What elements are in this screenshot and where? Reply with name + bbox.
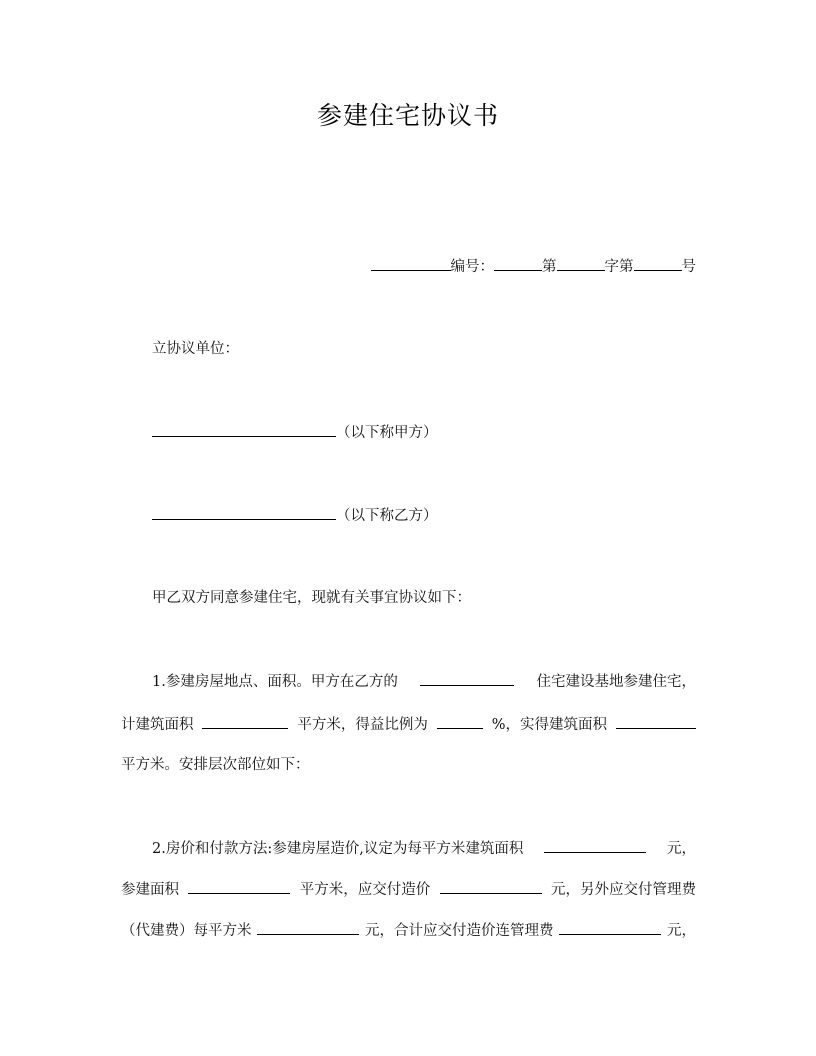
clause1-line3: 平方米。安排层次部位如下： — [121, 757, 310, 773]
clause2-payment-blank[interactable] — [440, 878, 542, 894]
document-title: 参建住宅协议书 — [316, 101, 499, 130]
clause1-base-text: 住宅建设基地参建住宅， — [536, 674, 696, 690]
clause2-yuan-1: 元， — [666, 841, 696, 857]
clause2-line1 — [152, 837, 696, 860]
party-b-suffix: （以下称乙方） — [336, 508, 438, 524]
document-number-line — [371, 255, 697, 278]
party-b-name-blank[interactable] — [152, 504, 336, 520]
number-hao-label: 号 — [681, 259, 696, 275]
clause2-unit-price-blank[interactable] — [544, 837, 646, 853]
clause2-line3 — [121, 919, 696, 942]
clause2-line2 — [121, 878, 696, 901]
clause1-location-blank[interactable] — [420, 670, 514, 686]
number-zidi-label: 字第 — [604, 259, 634, 275]
party-a-name-blank[interactable] — [152, 421, 336, 437]
clause2-fee-blank[interactable] — [257, 919, 359, 935]
party-a-suffix: （以下称甲方） — [336, 425, 438, 441]
clause1-actual-area-label: %，实得建筑面积 — [491, 717, 608, 733]
number-di-label: 第 — [542, 259, 557, 275]
clause1-line2 — [121, 713, 696, 736]
clause1-area-blank[interactable] — [202, 713, 288, 729]
number-blank-2[interactable] — [557, 255, 605, 271]
number-prefix-blank[interactable] — [371, 255, 451, 271]
number-label: 编号： — [450, 259, 494, 275]
clause2-payment-label: 平方米，应交付造价 — [299, 882, 431, 898]
number-blank-3[interactable] — [634, 255, 682, 271]
clause2-yuan-3: 元， — [667, 923, 696, 939]
party-b-line — [152, 504, 438, 527]
clause2-area-label: 参建面积 — [121, 882, 179, 898]
clause2-fee-per-sqm-label: （代建费）每平方米 — [121, 923, 252, 939]
clause2-total-blank[interactable] — [559, 919, 661, 935]
clause1-location-text: 1.参建房屋地点、面积。甲方在乙方的 — [152, 674, 398, 690]
clause1-area-label: 计建筑面积 — [121, 717, 194, 733]
clause2-price-text: 2.房价和付款方法:参建房屋造价,议定为每平方米建筑面积 — [152, 841, 524, 857]
preamble-paragraph: 甲乙双方同意参建住宅，现就有关事宜协议如下： — [152, 590, 471, 606]
clause1-actual-area-blank[interactable] — [616, 713, 696, 729]
clause2-area-blank[interactable] — [188, 878, 290, 894]
number-blank-1[interactable] — [494, 255, 542, 271]
clause1-ratio-label: 平方米，得益比例为 — [297, 717, 428, 733]
clause2-total-label: 元，合计应交付造价连管理费 — [365, 923, 554, 939]
clause1-ratio-blank[interactable] — [437, 713, 483, 729]
clause1-line1 — [152, 670, 696, 693]
party-a-line — [152, 421, 438, 444]
parties-heading: 立协议单位： — [152, 341, 239, 357]
clause2-management-fee-label: 元，另外应交付管理费 — [551, 882, 696, 898]
